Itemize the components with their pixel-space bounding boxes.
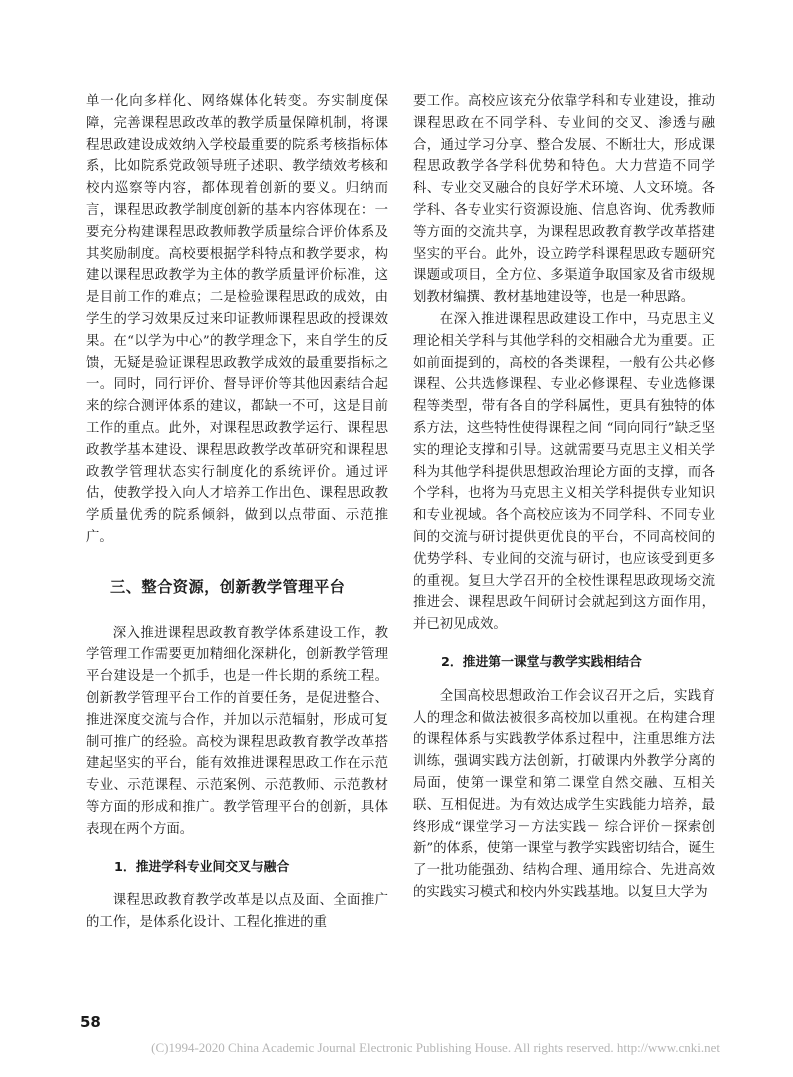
body-paragraph: 全国高校思想政治工作会议召开之后，实践育人的理念和做法被很多高校加以重视。在构建合理的课程体系与实践教学体系过程中，注重思维方法训练，强调实践方法创新，打破课内外教学分离的局面，使第一课堂和第二课堂自然交融、互相关联、互相促进。为有效达成学生实践能力培养，最终形成“课堂学习－方法实践－ 综合评价－探索创新”的体系，使第一课堂与教学实践密切结合，诞生了一批功能强劲、结构合理、通用综合、先进高效的实践实习模式和校内外实践基地。以复旦大学为 [413,688,715,900]
body-paragraph: 单一化向多样化、网络媒体化转变。夯实制度保障，完善课程思政改革的教学质量保障机制，将课程思政建设成效纳入学校最重要的院系考核指标体系，比如院系党政领导班子述职、教学绩效考核和校内巡察等内容，都体现着创新的要义。归纳而言，课程思政教学制度创新的基本内容体现在：一要充分构建课程思政教师教学质量综合评价体系及其奖励制度。高校要根据学科特点和教学要求，构建以课程思政教学为主体的教学质量评价标准，这是目前工作的难点；二是检验课程思政的成效，由学生的学习效果反过来印证教师课程思政的授课效果。在“以学为中心”的教学理念下，来自学生的反馈，无疑是验证课程思政教学成效的最重要指标之一。同时，同行评价、督导评价等其他因素结合起来的综合测评体系的建议，都缺一不可，这是目前工作的重点。此外，对课程思政教学运行、课程思政教学基本建设、课程思政教学改革研究和课程思政教学管理状态实行制度化的系统评价。通过评估，使教学投入向人才培养工作出色、课程思政教学质量优秀的院系倾斜，做到以点带面、示范推广。 [86,94,388,545]
copyright-notice: (C)1994-2020 China Academic Journal Electronic Publishing House. All rights reserved. http://www.cnki.net [151,1040,720,1055]
body-paragraph: 课程思政教育教学改革是以点及面、全面推广的工作，是体系化设计、工程化推进的重 [86,893,388,931]
body-paragraph: 深入推进课程思政教育教学体系建设工作，教学管理工作需要更加精细化深耕化，创新教学管理平台建设是一个抓手，也是一件长期的系统工程。创新教学管理平台工作的首要任务，是促进整合、推进深度交流与合作，并加以示范辐射，形成可复制可推广的经验。高校为课程思政教育教学改革搭建起坚实的平台，能有效推进课程思政工作在示范专业、示范课程、示范案例、示范教师、示范教材等方面的形成和推广。教学管理平台的创新，具体表现在两个方面。 [86,625,388,837]
page-number: 58 [80,1013,101,1031]
right-column [413,91,715,904]
left-column [86,91,388,934]
body-paragraph: 在深入推进课程思政建设工作中，马克思主义理论相关学科与其他学科的交相融合尤为重要。正如前面提到的，高校的各类课程，一般有公共必修课程、公共选修课程、专业必修课程、专业选修课程等类型，带有各自的学科属性，更具有独特的体系方法，这些特性使得课程之间 “同向同行”缺乏坚实的理论支撑和引导。这就需要马克思主义相关学科为其他学科提供思想政治理论方面的支撑，而各个学科，也将为马克思主义相关学科提供专业知识和专业视域。各个高校应该为不同学科、不同专业间的交流与研讨提供更优良的平台，不同高校间的优势学科、专业间的交流与研讨，也应该受到更多的重视。复旦大学召开的全校性课程思政现场交流推进会、课程思政午间研讨会就起到这方面作用，并已初见成效。 [413,311,715,633]
body-paragraph: 要工作。高校应该充分依靠学科和专业建设，推动课程思政在不同学科、专业间的交叉、渗透与融合，通过学习分享、整合发展、不断壮大，形成课程思政教学各学科优势和特色。大力营造不同学科、专业交叉融合的良好学术环境、人文环境。各学科、各专业实行资源设施、信息咨询、优秀教师等方面的交流共享，为课程思政教育教学改革搭建坚实的平台。此外，设立跨学科课程思政专题研究课题或项目，全方位、多渠道争取国家及省市级规划教材编撰、教材基地建设等，也是一种思路。 [413,94,715,306]
subsection-heading: 1．推进学科专业间交叉与融合 [114,859,290,875]
subsection-heading: 2．推进第一课堂与教学实践相结合 [441,654,642,670]
section-heading: 三、整合资源，创新教学管理平台 [110,577,346,596]
